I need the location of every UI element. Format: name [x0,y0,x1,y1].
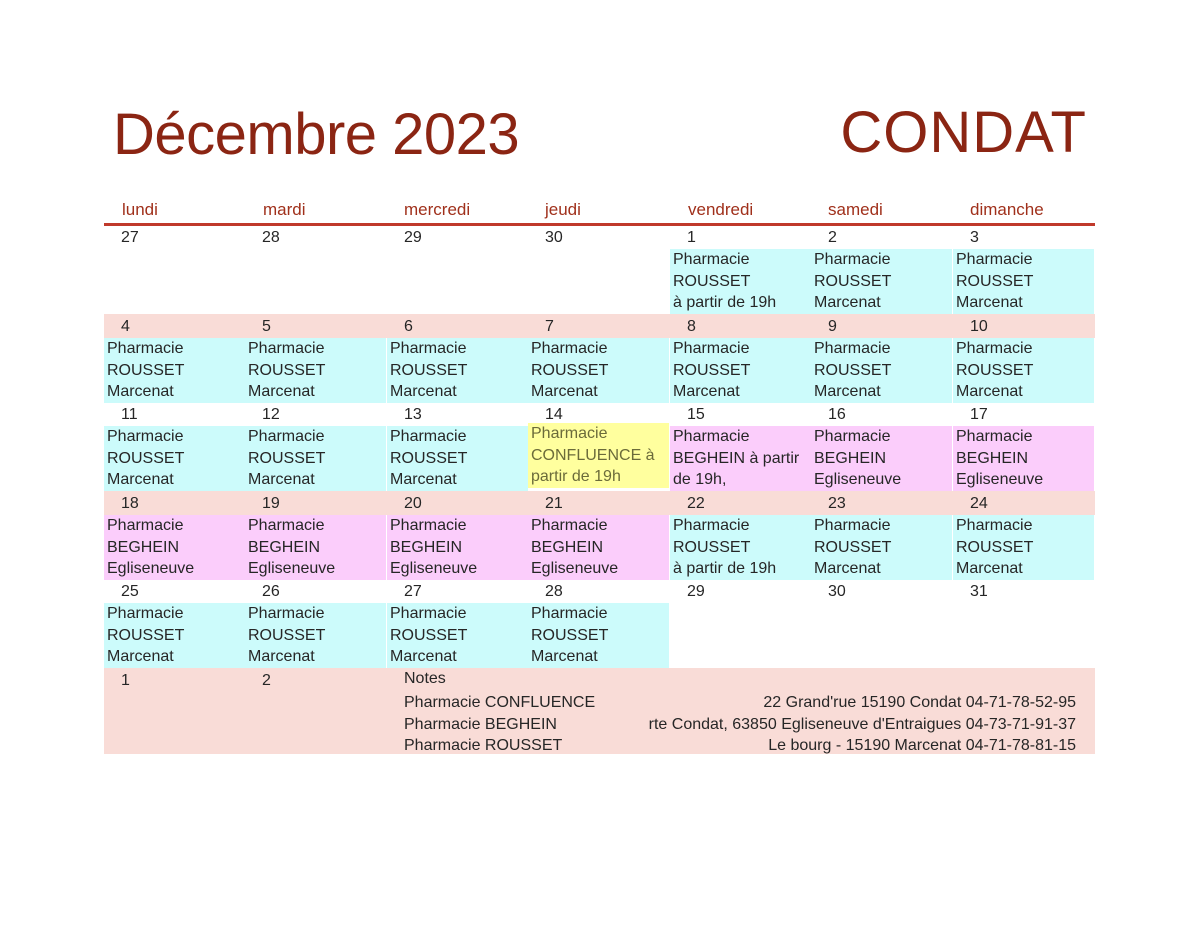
duty-line: ROUSSET [107,626,185,644]
duty-cell [670,515,811,580]
day-number: 1 [687,229,696,246]
duty-cell [528,515,669,580]
duty-line: Marcenat [814,560,881,577]
duty-line: Marcenat [107,648,174,665]
duty-line: Pharmacie [673,251,750,268]
duty-cell [670,426,811,491]
duty-line: Marcenat [814,294,881,311]
day-number: 15 [687,406,705,423]
note-pharmacy-name: Pharmacie ROUSSET [404,737,563,754]
day-number: 5 [262,318,271,335]
duty-line: Pharmacie [107,517,184,534]
duty-cell [528,423,669,488]
weekday-label: mardi [263,200,306,219]
week-number-band [104,314,1095,338]
duty-cell [245,515,386,580]
duty-line: Marcenat [814,383,881,400]
duty-line: ROUSSET [248,361,326,379]
duty-line: Marcenat [956,560,1023,577]
duty-line: Pharmacie [107,428,184,445]
duty-line: à partir de 19h [673,294,777,311]
weekday-label: vendredi [688,200,754,219]
duty-line: à partir de 19h [673,560,777,577]
duty-cell [953,249,1094,314]
note-pharmacy-name: Pharmacie BEGHEIN [404,716,557,733]
day-number: 2 [262,672,271,689]
day-number: 13 [404,406,422,423]
day-number: 27 [404,583,422,600]
duty-cell [528,338,669,403]
duty-line: partir de 19h [531,468,621,485]
duty-line: Pharmacie [814,251,891,268]
day-number: 26 [262,583,280,600]
day-number: 17 [970,406,988,423]
duty-cell [104,426,245,491]
duty-cell [670,249,811,314]
duty-line: Pharmacie [673,428,750,445]
day-number: 28 [262,229,280,246]
duty-cell [953,515,1094,580]
day-number: 21 [545,495,563,512]
duty-line: Pharmacie [531,517,608,534]
duty-line: ROUSSET [673,272,751,290]
duty-line: Pharmacie [531,425,608,442]
day-number: 27 [121,229,139,246]
duty-line: Egliseneuve [107,560,195,577]
day-number: 20 [404,495,422,512]
day-number: 10 [970,318,988,335]
duty-line: BEGHEIN [531,538,604,556]
duty-line: Pharmacie [673,517,750,534]
day-number: 30 [828,583,846,600]
note-pharmacy-address: rte Condat, 63850 Egliseneuve d'Entraigues 04-73-71-91-37 [648,716,1076,733]
note-pharmacy-address: Le bourg - 15190 Marcenat 04-71-78-81-15 [768,737,1076,754]
duty-line: ROUSSET [107,361,185,379]
duty-cell [104,338,245,403]
duty-line: ROUSSET [814,361,892,379]
day-number: 30 [545,229,563,246]
duty-line: Marcenat [107,471,174,488]
note-pharmacy-address: 22 Grand'rue 15190 Condat 04-71-78-52-95 [763,694,1076,711]
duty-line: Marcenat [390,471,457,488]
duty-line: BEGHEIN à partir [673,449,800,467]
duty-line: Pharmacie [956,251,1033,268]
duty-line: Egliseneuve [248,560,336,577]
duty-cell [811,249,952,314]
day-number: 7 [545,318,554,335]
duty-line: ROUSSET [673,538,751,556]
day-number: 19 [262,495,280,512]
duty-line: Marcenat [390,383,457,400]
duty-cell [387,515,528,580]
duty-cell [811,426,952,491]
duty-cell [528,603,669,668]
duty-line: Marcenat [248,383,315,400]
duty-line: ROUSSET [814,538,892,556]
duty-line: Pharmacie [107,340,184,357]
duty-line: Pharmacie [390,340,467,357]
duty-line: ROUSSET [814,272,892,290]
duty-cell [670,338,811,403]
day-number: 1 [121,672,130,689]
duty-line: Pharmacie [248,340,325,357]
duty-line: Pharmacie [814,428,891,445]
duty-line: Pharmacie [248,428,325,445]
duty-line: Pharmacie [390,517,467,534]
weekday-label: jeudi [545,200,581,219]
duty-line: ROUSSET [956,272,1034,290]
duty-line: Pharmacie [814,517,891,534]
day-number: 24 [970,495,988,512]
page-title: Décembre 2023 [113,102,520,167]
day-number: 22 [687,495,705,512]
duty-line: Marcenat [956,383,1023,400]
duty-cell [387,426,528,491]
duty-line: Pharmacie [814,340,891,357]
duty-line: ROUSSET [956,538,1034,556]
duty-line: ROUSSET [531,361,609,379]
duty-cell [387,603,528,668]
day-number: 29 [404,229,422,246]
day-number: 8 [687,318,696,335]
duty-cell [245,426,386,491]
header-divider [104,223,1095,226]
duty-line: Pharmacie [673,340,750,357]
duty-line: Pharmacie [956,340,1033,357]
duty-line: Pharmacie [248,517,325,534]
duty-line: Pharmacie [956,428,1033,445]
duty-cell [387,338,528,403]
duty-line: Pharmacie [956,517,1033,534]
duty-line: BEGHEIN [814,449,887,467]
day-number: 6 [404,318,413,335]
duty-line: Pharmacie [390,605,467,622]
duty-line: ROUSSET [956,361,1034,379]
day-number: 29 [687,583,705,600]
day-number: 3 [970,229,979,246]
duty-line: Pharmacie [531,340,608,357]
duty-cell [811,515,952,580]
duty-line: CONFLUENCE à [531,446,655,464]
duty-cell [245,603,386,668]
duty-line: Egliseneuve [814,471,902,488]
day-number: 25 [121,583,139,600]
duty-line: BEGHEIN [248,538,321,556]
weekday-label: dimanche [970,200,1044,219]
day-number: 23 [828,495,846,512]
day-number: 12 [262,406,280,423]
weekday-label: lundi [122,200,158,219]
duty-line: ROUSSET [248,449,326,467]
weekday-header [104,198,1095,222]
notes-title: Notes [404,670,446,687]
day-number: 18 [121,495,139,512]
note-pharmacy-name: Pharmacie CONFLUENCE [404,694,596,711]
duty-line: de 19h, [673,471,727,488]
duty-line: Marcenat [956,294,1023,311]
weekday-label: mercredi [404,200,471,219]
town-name: CONDAT [840,100,1087,165]
duty-line: BEGHEIN [956,449,1029,467]
duty-cell [104,603,245,668]
duty-cell [811,338,952,403]
duty-line: Marcenat [531,383,598,400]
duty-line: ROUSSET [107,449,185,467]
day-number: 9 [828,318,837,335]
day-number: 31 [970,583,988,600]
duty-cell [245,338,386,403]
duty-line: BEGHEIN [107,538,180,556]
duty-line: Marcenat [673,383,740,400]
duty-cell [104,515,245,580]
duty-line: ROUSSET [248,626,326,644]
day-number: 14 [545,406,563,423]
duty-line: Pharmacie [107,605,184,622]
duty-line: Egliseneuve [956,471,1044,488]
duty-line: Egliseneuve [390,560,478,577]
duty-line: Marcenat [248,471,315,488]
duty-line: Egliseneuve [531,560,619,577]
duty-line: Marcenat [531,648,598,665]
duty-line: BEGHEIN [390,538,463,556]
duty-cell [953,338,1094,403]
day-number: 28 [545,583,563,600]
duty-line: Marcenat [107,383,174,400]
duty-line: ROUSSET [390,361,468,379]
weekday-label: samedi [828,200,883,219]
duty-line: Pharmacie [248,605,325,622]
week-number-band [104,491,1095,515]
duty-line: ROUSSET [531,626,609,644]
day-number: 4 [121,318,130,335]
duty-line: ROUSSET [390,626,468,644]
day-number: 11 [121,406,138,423]
duty-line: Marcenat [248,648,315,665]
day-number: 2 [828,229,837,246]
duty-line: ROUSSET [673,361,751,379]
duty-line: Marcenat [390,648,457,665]
duty-line: Pharmacie [390,428,467,445]
duty-line: Pharmacie [531,605,608,622]
duty-cell [953,426,1094,491]
day-number: 16 [828,406,846,423]
duty-line: ROUSSET [390,449,468,467]
